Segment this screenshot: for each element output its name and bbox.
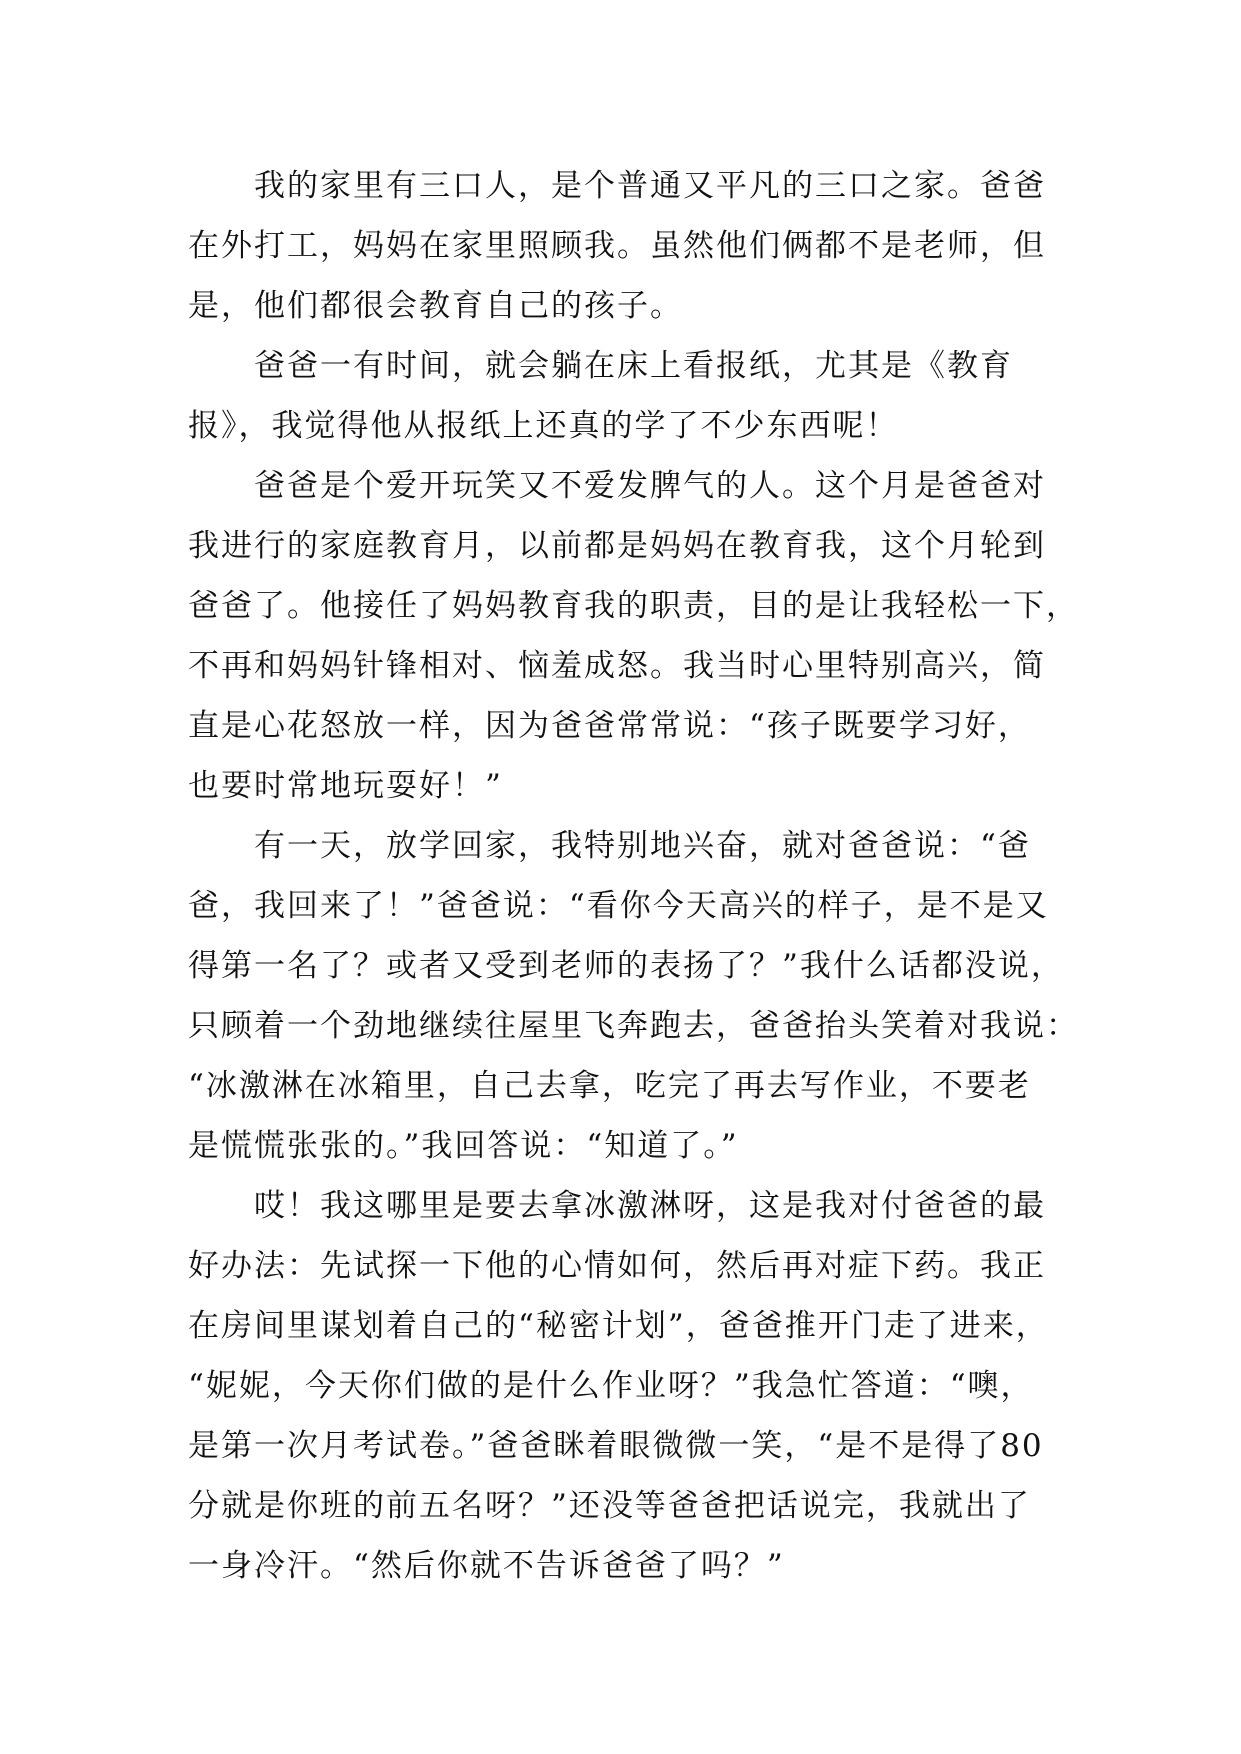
text-line: 在外打工，妈妈在家里照顾我。虽然他们俩都不是老师，但 (188, 228, 1046, 264)
text-line: 爸爸一有时间，就会躺在床上看报纸，尤其是《教育 (254, 348, 1013, 384)
text-line: 哎！我这哪里是要去拿冰激淋呀，这是我对付爸爸的最 (254, 1188, 1046, 1224)
paragraph-2 (188, 336, 1068, 456)
text-line: 爸，我回来了！”爸爸说：“看你今天高兴的样子，是不是又 (188, 888, 1049, 924)
text-line: 一身冷汗。“然后你就不告诉爸爸了吗？” (188, 1548, 785, 1584)
paragraph-1 (188, 156, 1068, 336)
text-line: 是慌慌张张的。”我回答说：“知道了。” (188, 1128, 739, 1164)
text-line: 我进行的家庭教育月，以前都是妈妈在教育我，这个月轮到 (188, 528, 1046, 564)
text-line: 我的家里有三口人，是个普通又平凡的三口之家。爸爸 (254, 168, 1046, 204)
paragraph-3 (188, 456, 1079, 816)
text-line: 爸爸了。他接任了妈妈教育我的职责，目的是让我轻松一下， (188, 588, 1079, 624)
text-line: “冰激淋在冰箱里，自己去拿，吃完了再去写作业，不要老 (188, 1068, 1031, 1104)
text-line: 在房间里谋划着自己的“秘密计划”，爸爸推开门走了进来， (188, 1308, 1049, 1344)
text-line: 直是心花怒放一样，因为爸爸常常说：“孩子既要学习好， (188, 708, 1031, 744)
text-line: 只顾着一个劲地继续往屋里飞奔跑去，爸爸抬头笑着对我说： (188, 1008, 1079, 1044)
text-line: 是第一次月考试卷。”爸爸眯着眼微微一笑，“是不是得了80 (188, 1428, 1044, 1464)
text-line: 也要时常地玩耍好！” (188, 768, 503, 804)
paragraph-5 (188, 1176, 1068, 1596)
text-line: 得第一名了？或者又受到老师的表扬了？”我什么话都没说， (188, 948, 1064, 984)
text-line: 不再和妈妈针锋相对、恼羞成怒。我当时心里特别高兴，简 (188, 648, 1046, 684)
paragraph-4 (188, 816, 1079, 1176)
text-line: 好办法：先试探一下他的心情如何，然后再对症下药。我正 (188, 1248, 1046, 1284)
text-line: “妮妮，今天你们做的是什么作业呀？”我急忙答道：“噢， (188, 1368, 1034, 1404)
document-body (188, 156, 1079, 1596)
text-line: 爸爸是个爱开玩笑又不爱发脾气的人。这个月是爸爸对 (254, 468, 1046, 504)
text-line: 有一天，放学回家，我特别地兴奋，就对爸爸说：“爸 (254, 828, 1031, 864)
text-line: 是，他们都很会教育自己的孩子。 (188, 288, 683, 324)
text-line: 分就是你班的前五名呀？”还没等爸爸把话说完，我就出了 (188, 1488, 1031, 1524)
text-line: 报》，我觉得他从报纸上还真的学了不少东西呢！ (188, 408, 899, 444)
